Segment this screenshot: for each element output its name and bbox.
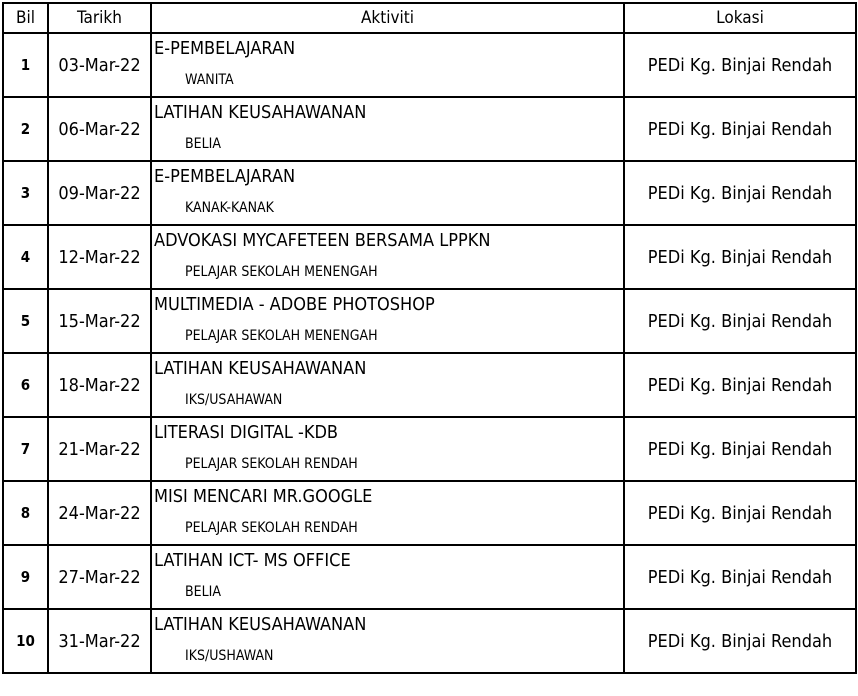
date-cell: 03-Mar-22 [48,33,151,97]
row-number-cell: 10 [3,609,48,673]
row-number-cell: 6 [3,353,48,417]
activity-cell [151,609,624,673]
header-aktiviti: Aktiviti [151,3,624,33]
location-cell: PEDi Kg. Binjai Rendah [624,609,856,673]
activity-target-group: PELAJAR SEKOLAH MENENGAH [185,328,378,344]
date-cell: 06-Mar-22 [48,97,151,161]
table-row [3,353,856,417]
location-cell: PEDi Kg. Binjai Rendah [624,161,856,225]
header-tarikh: Tarikh [48,3,151,33]
row-number-cell: 9 [3,545,48,609]
table-row [3,161,856,225]
header-bil: Bil [3,3,48,33]
activity-title: LATIHAN KEUSAHAWANAN [154,614,367,635]
date-cell: 24-Mar-22 [48,481,151,545]
activity-title: ADVOKASI MYCAFETEEN BERSAMA LPPKN [154,230,491,251]
activity-cell [151,97,624,161]
activity-target-group: PELAJAR SEKOLAH RENDAH [185,520,358,536]
activity-title: LATIHAN ICT- MS OFFICE [154,550,351,571]
row-number-cell: 8 [3,481,48,545]
activity-title: E-PEMBELAJARAN [154,38,296,59]
activity-target-group: IKS/USHAWAN [185,648,274,664]
table-row [3,417,856,481]
activity-cell [151,225,624,289]
date-cell: 27-Mar-22 [48,545,151,609]
activity-target-group: PELAJAR SEKOLAH MENENGAH [185,264,378,280]
date-cell: 31-Mar-22 [48,609,151,673]
date-cell: 09-Mar-22 [48,161,151,225]
table-row [3,545,856,609]
location-cell: PEDi Kg. Binjai Rendah [624,33,856,97]
location-cell: PEDi Kg. Binjai Rendah [624,481,856,545]
activity-cell [151,545,624,609]
row-number-cell: 5 [3,289,48,353]
activity-title: MULTIMEDIA - ADOBE PHOTOSHOP [154,294,435,315]
date-cell: 21-Mar-22 [48,417,151,481]
location-cell: PEDi Kg. Binjai Rendah [624,545,856,609]
activity-cell [151,161,624,225]
activity-cell [151,353,624,417]
activity-target-group: KANAK-KANAK [185,200,274,216]
activity-target-group: PELAJAR SEKOLAH RENDAH [185,456,358,472]
row-number-cell: 7 [3,417,48,481]
activity-cell [151,417,624,481]
table-row [3,289,856,353]
activity-title: LATIHAN KEUSAHAWANAN [154,102,367,123]
location-cell: PEDi Kg. Binjai Rendah [624,97,856,161]
activity-target-group: WANITA [185,72,234,88]
activity-title: E-PEMBELAJARAN [154,166,296,187]
date-cell: 15-Mar-22 [48,289,151,353]
location-cell: PEDi Kg. Binjai Rendah [624,225,856,289]
activity-target-group: BELIA [185,136,221,152]
table-row [3,481,856,545]
table-row [3,225,856,289]
table-row [3,97,856,161]
activity-title: LATIHAN KEUSAHAWANAN [154,358,367,379]
activity-cell [151,33,624,97]
header-row [3,3,856,33]
row-number-cell: 4 [3,225,48,289]
location-cell: PEDi Kg. Binjai Rendah [624,353,856,417]
activity-schedule-table [2,2,857,674]
row-number-cell: 2 [3,97,48,161]
row-number-cell: 1 [3,33,48,97]
activity-target-group: BELIA [185,584,221,600]
table-body [3,33,856,673]
table-row [3,33,856,97]
header-lokasi: Lokasi [624,3,856,33]
location-cell: PEDi Kg. Binjai Rendah [624,417,856,481]
activity-title: LITERASI DIGITAL -KDB [154,422,339,443]
activity-title: MISI MENCARI MR.GOOGLE [154,486,373,507]
activity-target-group: IKS/USAHAWAN [185,392,283,408]
date-cell: 18-Mar-22 [48,353,151,417]
table-header [3,3,856,33]
activity-cell [151,289,624,353]
date-cell: 12-Mar-22 [48,225,151,289]
table-row [3,609,856,673]
activity-cell [151,481,624,545]
row-number-cell: 3 [3,161,48,225]
location-cell: PEDi Kg. Binjai Rendah [624,289,856,353]
